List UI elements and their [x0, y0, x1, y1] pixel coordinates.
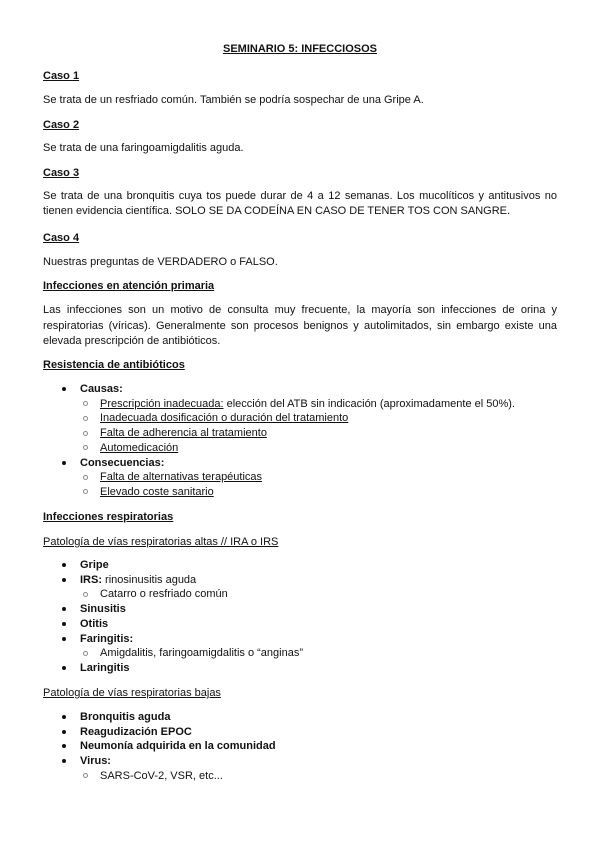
list-item: Faringitis: — [43, 632, 557, 647]
lower-respiratory-list — [43, 710, 557, 784]
consequence-item: Falta de alternativas terapéuticas — [43, 470, 557, 485]
sub-list-item: Catarro o resfriado común — [43, 587, 557, 602]
causes-item: Causas: — [43, 382, 557, 397]
sub-list-item: SARS-CoV-2, VSR, etc... — [43, 769, 557, 784]
cause-item: Prescripción inadecuada: elección del ATB sin indicación (aproximadamente el 50%). — [43, 397, 557, 412]
list-item: Laringitis — [43, 661, 557, 676]
list-item: Bronquitis aguda — [43, 710, 557, 725]
list-item: Neumonía adquirida en la comunidad — [43, 739, 557, 754]
cause-item: Automedicación — [43, 441, 557, 456]
case-2-heading: Caso 2 — [43, 119, 80, 131]
primary-care-text: Las infecciones son un motivo de consulta muy frecuente, la mayoría son infecciones de orina y respiratorias (víricas). Generalmente son procesos benignos y autolimitados, sin embargo existe una elevada prescripción de antibióticos. — [43, 304, 557, 347]
cause-item: Falta de adherencia al tratamiento — [43, 426, 557, 441]
resistance-list — [43, 382, 557, 500]
sub-list-item: Amigdalitis, faringoamigdalitis o “anginas” — [43, 646, 557, 661]
case-2-text: Se trata de una faringoamigdalitis aguda. — [43, 142, 244, 154]
resistance-heading: Resistencia de antibióticos — [43, 359, 185, 371]
consequence-item: Elevado coste sanitario — [43, 485, 557, 500]
case-3-text: Se trata de una bronquitis cuya tos puede durar de 4 a 12 semanas. Los mucolíticos y antitusivos no tienen evidencia científica. SOLO SE DA CODEÍNA EN CASO DE TENER TOS CON SANGRE. — [43, 190, 557, 217]
consequences-item: Consecuencias: — [43, 456, 557, 471]
upper-respiratory-list — [43, 558, 557, 676]
list-item: Virus: — [43, 754, 557, 769]
case-3-heading: Caso 3 — [43, 167, 80, 179]
cause-item: Inadecuada dosificación o duración del tratamiento — [43, 411, 557, 426]
case-1-heading: Caso 1 — [43, 70, 80, 82]
list-item: Reagudización EPOC — [43, 725, 557, 740]
document-title: SEMINARIO 5: INFECCIOSOS — [222, 43, 378, 55]
case-4-heading: Caso 4 — [43, 232, 80, 244]
lower-respiratory-subheading: Patología de vías respiratorias bajas — [43, 687, 221, 699]
case-1-text: Se trata de un resfriado común. También se podría sospechar de una Gripe A. — [43, 94, 424, 106]
respiratory-heading: Infecciones respiratorias — [43, 511, 174, 523]
list-item: IRS: rinosinusitis aguda — [43, 573, 557, 588]
primary-care-heading: Infecciones en atención primaria — [43, 280, 215, 292]
list-item: Sinusitis — [43, 602, 557, 617]
list-item: Gripe — [43, 558, 557, 573]
upper-respiratory-subheading: Patología de vías respiratorias altas // IRA o IRS — [43, 536, 279, 548]
case-4-text: Nuestras preguntas de VERDADERO o FALSO. — [43, 256, 278, 268]
list-item: Otitis — [43, 617, 557, 632]
